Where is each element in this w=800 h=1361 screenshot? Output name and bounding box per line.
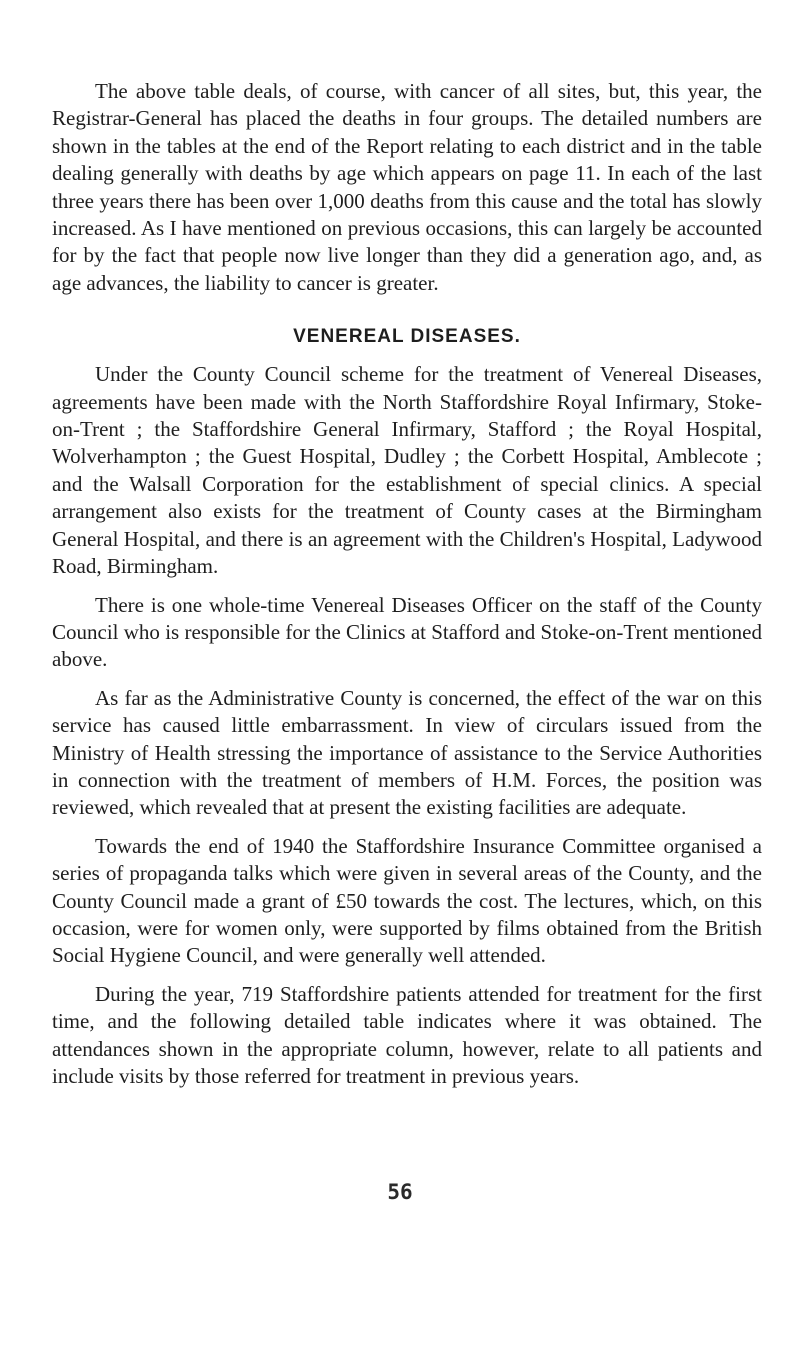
section-heading: VENEREAL DISEASES. xyxy=(293,326,521,348)
paragraph-war-effect: As far as the Administrative County is concerned, the effect of the war on this service has caused little embarrassment. In view of circulars issued from the Ministry of Health stressing the importance of assistance to the Service Authorities in connection with the treatment of members of H.M. Forces, the position was reviewed, which revealed that at present the existing facilities are adequate. xyxy=(52,685,762,820)
paragraph-propaganda-talks: Towards the end of 1940 the Staffordshire Insurance Committee organised a series of propaganda talks which were given in several areas of the County, and the County Council made a grant of £50 towards the cost. The lectures, which, on this occasion, were for women only, were supported by films obtained from the British Social Hygiene Council, and were generally well attended. xyxy=(52,833,762,968)
paragraph-vd-agreements: Under the County Council scheme for the treatment of Venereal Diseases, agreements have been made with the North Staffordshire Royal Infirmary, Stoke-on-Trent ; the Staffordshire General Infirmary, Stafford ; the Royal Hospital, Wolverhampton ; the Guest Hospital, Dudley ; the Corbett Hospital, Amblecote ; and the Walsall Corporation for the establishment of special clinics. A special arrangement also exists for the treatment of County cases at the Birmingham General Hospital, and there is an agreement with the Children's Hospital, Ladywood Road, Birmingham. xyxy=(52,362,762,579)
paragraph-cancer-summary: The above table deals, of course, with cancer of all sites, but, this year, the Registrar-General has placed the deaths in four groups. The detailed numbers are shown in the tables at the end of the Report relating to each district and in the table dealing generally with deaths by age which appears on page 11. In each of the last three years there has been over 1,000 deaths from this cause and the total has slowly increased. As I have mentioned on previous occasions, this can largely be accounted for by the fact that people now live longer than they did a generation ago, and, as age advances, the liability to cancer is greater. xyxy=(52,79,762,295)
paragraph-patients-attended: During the year, 719 Staffordshire patients attended for treatment for the first time, and the following detailed table indicates where it was obtained. The attendances shown in the appropriate column, however, relate to all patients and include visits by those referred for treatment in previous years. xyxy=(52,981,762,1088)
document-page xyxy=(52,78,762,1090)
page-number: 56 xyxy=(387,1180,413,1204)
paragraph-vd-officer: There is one whole-time Venereal Diseases Officer on the staff of the County Council who is responsible for the Clinics at Stafford and Stoke-on-Trent mentioned above. xyxy=(52,592,762,672)
